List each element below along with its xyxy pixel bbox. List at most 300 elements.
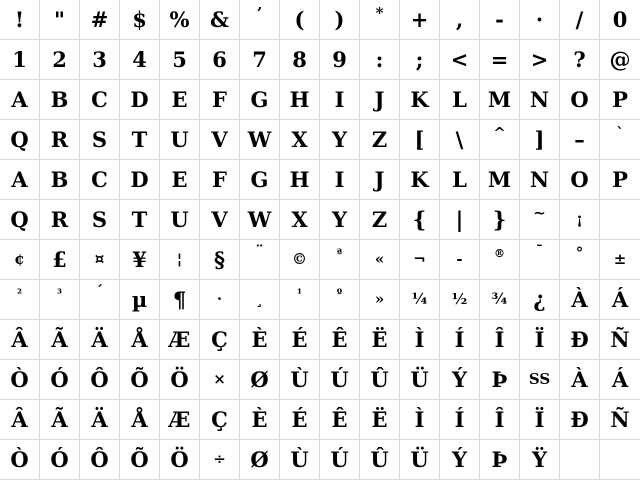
glyph-yen-sign: ¥ [132, 247, 147, 272]
glyph-cell-circumflex-accent[interactable] [480, 120, 520, 160]
glyph-cell-latin-capital-o-circumflex[interactable] [80, 360, 120, 400]
glyph-latin-capital-h-alt: H [289, 167, 310, 192]
glyph-cell-digit-seven[interactable] [240, 40, 280, 80]
glyph-cell-middle-dot[interactable] [200, 280, 240, 320]
glyph-cell-registered-sign[interactable] [480, 240, 520, 280]
glyph-cell-latin-capital-a-ring-above[interactable] [120, 320, 160, 360]
glyph-latin-capital-o-diaeresis: Ö [170, 367, 189, 392]
glyph-cell-latin-capital-o-acute-alt[interactable] [40, 440, 80, 480]
glyph-latin-capital-k-alt: K [410, 167, 429, 192]
glyph-cell-digit-nine[interactable] [320, 40, 360, 80]
glyph-cell-greater-than-sign[interactable] [520, 40, 560, 80]
glyph-cell-digit-six[interactable] [200, 40, 240, 80]
glyph-cell-left-square-bracket[interactable] [400, 120, 440, 160]
glyph-latin-capital-u-grave-alt: Ù [290, 447, 309, 472]
glyph-latin-capital-p-alt: P [612, 167, 628, 192]
glyph-dollar-sign: $ [132, 7, 147, 32]
glyph-cell-latin-capital-v[interactable] [200, 120, 240, 160]
glyph-cell-latin-capital-a-diaeresis[interactable] [80, 320, 120, 360]
glyph-cell-currency-sign[interactable] [80, 240, 120, 280]
glyph-vulgar-fraction-three-quarters: ¾ [491, 290, 508, 308]
glyph-exclamation-mark: ! [14, 7, 25, 32]
glyph-latin-capital-a-diaeresis: Ä [91, 327, 108, 352]
glyph-latin-capital-j-alt: J [374, 167, 385, 192]
glyph-cell-latin-capital-x-alt[interactable] [280, 200, 320, 240]
glyph-cell-latin-capital-i-alt[interactable] [320, 160, 360, 200]
glyph-semicolon: ; [415, 47, 424, 72]
glyph-division-sign: ÷ [213, 450, 226, 468]
glyph-cell-latin-capital-w-alt[interactable] [240, 200, 280, 240]
glyph-cell-commercial-at[interactable] [600, 40, 640, 80]
glyph-cell-digit-three[interactable] [80, 40, 120, 80]
glyph-cell-latin-capital-a-grave[interactable] [560, 280, 600, 320]
glyph-digit-six: 6 [212, 47, 227, 72]
glyph-latin-capital-a: A [11, 87, 28, 112]
glyph-cell-acute-accent[interactable] [80, 280, 120, 320]
glyph-cell-right-parenthesis[interactable] [320, 0, 360, 40]
glyph-cell-latin-capital-c-alt[interactable] [80, 160, 120, 200]
glyph-latin-capital-i-acute-alt: Í [454, 407, 465, 432]
glyph-greater-than-sign: > [530, 47, 549, 72]
glyph-solidus: / [575, 7, 584, 32]
glyph-cell-superscript-two[interactable] [0, 280, 40, 320]
glyph-cell-latin-capital-j-alt[interactable] [360, 160, 400, 200]
glyph-cell-latin-capital-o[interactable] [560, 80, 600, 120]
glyph-latin-capital-w: W [247, 127, 272, 152]
glyph-latin-capital-a-circumflex-alt: Â [11, 407, 28, 432]
glyph-cell-latin-capital-e-grave-alt[interactable] [240, 400, 280, 440]
glyph-cell-latin-capital-d[interactable] [120, 80, 160, 120]
glyph-soft-hyphen: - [456, 250, 463, 268]
glyph-latin-capital-eth-alt: Ð [570, 407, 589, 432]
glyph-latin-capital-t: T [131, 127, 148, 152]
glyph-cell-latin-capital-s[interactable] [80, 120, 120, 160]
glyph-cell-right-curly-bracket[interactable] [480, 200, 520, 240]
glyph-cell-latin-capital-j[interactable] [360, 80, 400, 120]
glyph-latin-capital-r-alt: R [50, 207, 69, 232]
glyph-cell-micro-sign[interactable] [120, 280, 160, 320]
glyph-cell-latin-capital-z[interactable] [360, 120, 400, 160]
glyph-cedilla: ¸ [255, 290, 264, 308]
glyph-asterisk: * [375, 4, 384, 22]
glyph-cell-latin-capital-e-circumflex[interactable] [320, 320, 360, 360]
glyph-latin-capital-u-diaeresis-alt: Ü [410, 447, 429, 472]
glyph-cell-left-curly-bracket[interactable] [400, 200, 440, 240]
glyph-cell-latin-capital-l[interactable] [440, 80, 480, 120]
glyph-left-double-angle-quotation-mark: « [374, 250, 385, 268]
glyph-cell-latin-capital-o-tilde-alt[interactable] [120, 440, 160, 480]
glyph-cell-digit-zero[interactable] [600, 0, 640, 40]
glyph-cell-latin-capital-t-alt[interactable] [120, 200, 160, 240]
glyph-cell-latin-capital-y-diaeresis[interactable] [520, 440, 560, 480]
glyph-cell-latin-capital-thorn[interactable] [480, 360, 520, 400]
glyph-latin-capital-c-alt: C [91, 167, 108, 192]
glyph-less-than-sign: < [450, 47, 469, 72]
glyph-cell-latin-capital-o-circumflex-alt[interactable] [80, 440, 120, 480]
glyph-cell-latin-capital-u-acute[interactable] [320, 360, 360, 400]
glyph-not-sign: ¬ [413, 250, 426, 268]
glyph-cell-quotation-mark[interactable] [40, 0, 80, 40]
glyph-tilde: ~ [533, 204, 546, 222]
glyph-cell-latin-capital-c-cedilla-alt[interactable] [200, 400, 240, 440]
glyph-latin-capital-a-acute: Á [611, 287, 629, 312]
glyph-latin-capital-e-circumflex: Ê [331, 327, 348, 352]
glyph-latin-capital-o-acute: Ó [50, 367, 69, 392]
glyph-latin-capital-y: Y [332, 127, 347, 152]
glyph-cell-digit-eight[interactable] [280, 40, 320, 80]
glyph-latin-capital-q-alt: Q [10, 207, 29, 232]
glyph-cell-latin-capital-o-acute[interactable] [40, 360, 80, 400]
glyph-cell-latin-capital-u-circumflex-alt[interactable] [360, 440, 400, 480]
glyph-latin-capital-x: X [291, 127, 308, 152]
glyph-digit-seven: 7 [252, 47, 267, 72]
glyph-cell-latin-capital-e-diaeresis[interactable] [360, 320, 400, 360]
glyph-cell-latin-capital-eth[interactable] [560, 320, 600, 360]
glyph-latin-capital-n-tilde-alt: Ñ [610, 407, 630, 432]
glyph-cell-latin-capital-o-stroke-alt[interactable] [240, 440, 280, 480]
glyph-cell-latin-capital-u-diaeresis-alt[interactable] [400, 440, 440, 480]
glyph-cell-empty-cell[interactable] [560, 440, 600, 480]
glyph-latin-capital-j: J [374, 87, 385, 112]
glyph-cell-inverted-question-mark[interactable] [520, 280, 560, 320]
glyph-cell-latin-capital-y-acute-alt[interactable] [440, 440, 480, 480]
glyph-latin-capital-u-diaeresis: Ü [410, 367, 429, 392]
glyph-cell-comma[interactable] [440, 0, 480, 40]
glyph-cell-latin-capital-o-stroke[interactable] [240, 360, 280, 400]
glyph-section-sign: § [214, 247, 225, 272]
glyph-cell-inverted-exclamation-mark[interactable] [560, 200, 600, 240]
glyph-right-double-angle-quotation-mark: » [374, 290, 385, 308]
glyph-latin-capital-a-diaeresis-alt: Ä [91, 407, 108, 432]
glyph-cell-latin-capital-b-alt[interactable] [40, 160, 80, 200]
glyph-cell-latin-capital-a-acute-alt[interactable] [600, 360, 640, 400]
glyph-cell-vulgar-fraction-one-quarter[interactable] [400, 280, 440, 320]
glyph-cell-solidus[interactable] [560, 0, 600, 40]
glyph-latin-capital-e-diaeresis: Ë [371, 327, 388, 352]
glyph-cell-cedilla[interactable] [240, 280, 280, 320]
glyph-digit-zero: 0 [612, 7, 628, 32]
glyph-cell-latin-capital-a-alt[interactable] [0, 160, 40, 200]
glyph-cell-latin-capital-v-alt[interactable] [200, 200, 240, 240]
glyph-latin-capital-y-alt: Y [332, 207, 347, 232]
glyph-cell-latin-capital-i-acute[interactable] [440, 320, 480, 360]
glyph-digit-eight: 8 [292, 47, 307, 72]
glyph-cell-latin-capital-y[interactable] [320, 120, 360, 160]
glyph-latin-capital-e-grave-alt: È [251, 407, 268, 432]
glyph-cell-latin-capital-ae-alt[interactable] [160, 400, 200, 440]
glyph-cell-feminine-ordinal-indicator[interactable] [320, 240, 360, 280]
glyph-cell-vertical-line[interactable] [440, 200, 480, 240]
glyph-latin-capital-e: E [171, 87, 188, 112]
glyph-cell-period[interactable] [520, 0, 560, 40]
glyph-cell-latin-capital-u-diaeresis[interactable] [400, 360, 440, 400]
glyph-cell-superscript-one[interactable] [280, 280, 320, 320]
glyph-left-curly-bracket: { [412, 207, 427, 232]
glyph-diaeresis: ¨ [255, 242, 264, 260]
glyph-cell-latin-capital-f[interactable] [200, 80, 240, 120]
glyph-cell-pound-sign[interactable] [40, 240, 80, 280]
glyph-cell-latin-capital-x[interactable] [280, 120, 320, 160]
glyph-cell-latin-capital-sharp-s[interactable] [520, 360, 560, 400]
glyph-cell-superscript-three[interactable] [40, 280, 80, 320]
glyph-cell-latin-capital-a-grave-alt[interactable] [560, 360, 600, 400]
glyph-cell-plus-sign[interactable] [400, 0, 440, 40]
glyph-cell-soft-hyphen[interactable] [440, 240, 480, 280]
glyph-cell-latin-capital-r-alt[interactable] [40, 200, 80, 240]
glyph-cell-latin-capital-y-alt[interactable] [320, 200, 360, 240]
glyph-cell-right-double-angle-quotation-mark[interactable] [360, 280, 400, 320]
glyph-cell-latin-capital-i-circumflex[interactable] [480, 320, 520, 360]
glyph-latin-capital-u-circumflex: Û [370, 367, 389, 392]
glyph-cell-latin-capital-m-alt[interactable] [480, 160, 520, 200]
glyph-right-curly-bracket: } [492, 207, 507, 232]
glyph-broken-bar: ¦ [176, 250, 183, 268]
glyph-cell-vulgar-fraction-three-quarters[interactable] [480, 280, 520, 320]
glyph-cell-latin-capital-n-alt[interactable] [520, 160, 560, 200]
glyph-latin-capital-f: F [212, 87, 227, 112]
glyph-latin-capital-o-stroke-alt: Ø [250, 447, 269, 472]
glyph-cell-latin-capital-d-alt[interactable] [120, 160, 160, 200]
glyph-cell-latin-capital-h-alt[interactable] [280, 160, 320, 200]
glyph-cell-latin-capital-q[interactable] [0, 120, 40, 160]
glyph-cell-latin-capital-e[interactable] [160, 80, 200, 120]
glyph-cell-latin-capital-u-acute-alt[interactable] [320, 440, 360, 480]
glyph-latin-capital-i-alt: I [334, 167, 345, 192]
glyph-cell-reverse-solidus[interactable] [440, 120, 480, 160]
glyph-latin-capital-i-grave-alt: Ì [414, 407, 425, 432]
glyph-registered-sign: ® [494, 247, 505, 260]
glyph-cell-broken-bar[interactable] [160, 240, 200, 280]
glyph-latin-capital-i-diaeresis: Ï [534, 327, 545, 352]
glyph-cell-dollar-sign[interactable] [120, 0, 160, 40]
glyph-cell-question-mark[interactable] [560, 40, 600, 80]
glyph-cell-latin-capital-b[interactable] [40, 80, 80, 120]
glyph-cell-latin-capital-z-alt[interactable] [360, 200, 400, 240]
glyph-latin-capital-m: M [487, 87, 512, 112]
glyph-cell-latin-capital-t[interactable] [120, 120, 160, 160]
glyph-cell-hyphen-minus[interactable] [480, 0, 520, 40]
glyph-circumflex-accent: ^ [493, 124, 506, 142]
glyph-feminine-ordinal-indicator: ª [336, 247, 343, 260]
glyph-cell-latin-capital-e-grave[interactable] [240, 320, 280, 360]
glyph-cell-not-sign[interactable] [400, 240, 440, 280]
glyph-cell-latin-capital-i-circumflex-alt[interactable] [480, 400, 520, 440]
glyph-digit-four: 4 [132, 47, 147, 72]
glyph-cell-equals-sign[interactable] [480, 40, 520, 80]
glyph-cell-latin-capital-e-circumflex-alt[interactable] [320, 400, 360, 440]
glyph-right-parenthesis: ) [334, 7, 345, 32]
glyph-latin-capital-e-acute: É [291, 327, 308, 352]
glyph-cell-latin-capital-q-alt[interactable] [0, 200, 40, 240]
glyph-cell-latin-capital-f-alt[interactable] [200, 160, 240, 200]
glyph-copyright-sign: © [292, 250, 307, 268]
glyph-latin-capital-eth: Ð [570, 327, 589, 352]
glyph-cell-latin-capital-n-tilde[interactable] [600, 320, 640, 360]
glyph-cell-multiplication-sign[interactable] [200, 360, 240, 400]
glyph-cell-latin-capital-a-tilde-alt[interactable] [40, 400, 80, 440]
glyph-cell-left-double-angle-quotation-mark[interactable] [360, 240, 400, 280]
glyph-cell-semicolon[interactable] [400, 40, 440, 80]
glyph-question-mark: ? [573, 47, 586, 72]
glyph-latin-capital-a-tilde-alt: Ã [51, 407, 68, 432]
glyph-cell-empty-cell[interactable] [600, 200, 640, 240]
glyph-latin-capital-o-acute-alt: Ó [50, 447, 69, 472]
glyph-cell-latin-capital-a-diaeresis-alt[interactable] [80, 400, 120, 440]
glyph-cell-low-line[interactable] [560, 120, 600, 160]
glyph-cell-latin-capital-i-diaeresis[interactable] [520, 320, 560, 360]
glyph-cell-latin-capital-r[interactable] [40, 120, 80, 160]
glyph-cell-latin-capital-o-tilde[interactable] [120, 360, 160, 400]
glyph-cell-latin-capital-o-grave-alt[interactable] [0, 440, 40, 480]
glyph-latin-capital-v: V [211, 127, 228, 152]
glyph-cell-plus-minus-sign[interactable] [600, 240, 640, 280]
glyph-latin-capital-a-tilde: Ã [51, 327, 68, 352]
glyph-cell-latin-capital-eth-alt[interactable] [560, 400, 600, 440]
glyph-cell-latin-capital-ae[interactable] [160, 320, 200, 360]
glyph-cell-latin-capital-o-diaeresis[interactable] [160, 360, 200, 400]
glyph-cell-latin-capital-e-acute[interactable] [280, 320, 320, 360]
glyph-cell-digit-two[interactable] [40, 40, 80, 80]
glyph-right-square-bracket: ] [534, 127, 545, 152]
glyph-cell-latin-capital-g-alt[interactable] [240, 160, 280, 200]
glyph-cell-left-parenthesis[interactable] [280, 0, 320, 40]
glyph-cell-asterisk[interactable] [360, 0, 400, 40]
glyph-latin-capital-i-grave: Ì [414, 327, 425, 352]
glyph-cell-latin-capital-c-cedilla[interactable] [200, 320, 240, 360]
glyph-cell-section-sign[interactable] [200, 240, 240, 280]
glyph-cell-masculine-ordinal-indicator[interactable] [320, 280, 360, 320]
glyph-cell-latin-capital-i-grave[interactable] [400, 320, 440, 360]
glyph-latin-capital-n: N [529, 87, 550, 112]
glyph-cell-latin-capital-u-alt[interactable] [160, 200, 200, 240]
glyph-cell-latin-capital-p[interactable] [600, 80, 640, 120]
glyph-cell-pilcrow-sign[interactable] [160, 280, 200, 320]
glyph-cell-latin-capital-a-acute[interactable] [600, 280, 640, 320]
glyph-cell-yen-sign[interactable] [120, 240, 160, 280]
glyph-cell-degree-sign[interactable] [560, 240, 600, 280]
glyph-middle-dot: · [216, 290, 223, 308]
glyph-cell-latin-capital-a-ring-above-alt[interactable] [120, 400, 160, 440]
glyph-cell-latin-capital-h[interactable] [280, 80, 320, 120]
glyph-cell-latin-capital-thorn-alt[interactable] [480, 440, 520, 480]
glyph-superscript-three: ³ [57, 287, 62, 300]
glyph-cell-latin-capital-i-grave-alt[interactable] [400, 400, 440, 440]
glyph-cell-latin-capital-u-grave[interactable] [280, 360, 320, 400]
glyph-cell-latin-capital-e-acute-alt[interactable] [280, 400, 320, 440]
glyph-cell-tilde[interactable] [520, 200, 560, 240]
glyph-cell-right-square-bracket[interactable] [520, 120, 560, 160]
glyph-cell-latin-capital-c[interactable] [80, 80, 120, 120]
glyph-left-square-bracket: [ [414, 127, 425, 152]
glyph-cell-latin-capital-e-alt[interactable] [160, 160, 200, 200]
glyph-cell-latin-capital-l-alt[interactable] [440, 160, 480, 200]
glyph-cell-digit-one[interactable] [0, 40, 40, 80]
glyph-masculine-ordinal-indicator: º [336, 287, 343, 300]
glyph-left-parenthesis: ( [294, 7, 305, 32]
glyph-cell-number-sign[interactable] [80, 0, 120, 40]
glyph-cell-colon[interactable] [360, 40, 400, 80]
glyph-quotation-mark: " [54, 7, 65, 32]
glyph-plus-sign: + [410, 7, 429, 32]
glyph-cell-less-than-sign[interactable] [440, 40, 480, 80]
glyph-cell-latin-capital-a[interactable] [0, 80, 40, 120]
glyph-cell-copyright-sign[interactable] [280, 240, 320, 280]
glyph-cell-latin-capital-k[interactable] [400, 80, 440, 120]
glyph-cell-latin-capital-i[interactable] [320, 80, 360, 120]
glyph-cell-latin-capital-p-alt[interactable] [600, 160, 640, 200]
glyph-latin-capital-o-alt: O [570, 167, 589, 192]
glyph-latin-capital-m-alt: M [487, 167, 512, 192]
glyph-cell-latin-capital-o-diaeresis-alt[interactable] [160, 440, 200, 480]
glyph-cell-empty-cell[interactable] [600, 440, 640, 480]
glyph-cell-macron[interactable] [520, 240, 560, 280]
glyph-latin-capital-z: Z [371, 127, 388, 152]
glyph-cell-latin-capital-a-circumflex[interactable] [0, 320, 40, 360]
glyph-cell-latin-capital-u-grave-alt[interactable] [280, 440, 320, 480]
glyph-cell-latin-capital-m[interactable] [480, 80, 520, 120]
glyph-cell-latin-capital-u-circumflex[interactable] [360, 360, 400, 400]
glyph-latin-capital-thorn: Þ [491, 367, 508, 392]
glyph-cell-latin-capital-i-diaeresis-alt[interactable] [520, 400, 560, 440]
glyph-cell-latin-capital-k-alt[interactable] [400, 160, 440, 200]
glyph-cell-digit-five[interactable] [160, 40, 200, 80]
glyph-cell-latin-capital-a-tilde[interactable] [40, 320, 80, 360]
glyph-grave-accent: ` [616, 124, 624, 142]
glyph-superscript-one: ¹ [297, 287, 302, 300]
glyph-cell-latin-capital-g[interactable] [240, 80, 280, 120]
glyph-cell-percent-sign[interactable] [160, 0, 200, 40]
glyph-latin-capital-l: L [452, 87, 467, 112]
glyph-colon: : [375, 47, 384, 72]
glyph-apostrophe: ’ [256, 4, 263, 22]
glyph-cell-latin-capital-w[interactable] [240, 120, 280, 160]
glyph-digit-two: 2 [52, 47, 67, 72]
glyph-latin-capital-sharp-s: SS [528, 370, 551, 388]
glyph-cell-cent-sign[interactable] [0, 240, 40, 280]
glyph-cell-latin-capital-n-tilde-alt[interactable] [600, 400, 640, 440]
glyph-cell-apostrophe[interactable] [240, 0, 280, 40]
glyph-digit-five: 5 [172, 47, 187, 72]
glyph-latin-capital-o-circumflex-alt: Ô [90, 447, 109, 472]
glyph-latin-capital-i-diaeresis-alt: Ï [534, 407, 545, 432]
glyph-cell-ampersand[interactable] [200, 0, 240, 40]
glyph-cell-latin-capital-a-circumflex-alt[interactable] [0, 400, 40, 440]
glyph-cell-latin-capital-o-grave[interactable] [0, 360, 40, 400]
glyph-cell-latin-capital-i-acute-alt[interactable] [440, 400, 480, 440]
glyph-latin-capital-u-acute-alt: Ú [330, 447, 349, 472]
glyph-currency-sign: ¤ [94, 250, 105, 268]
glyph-cell-division-sign[interactable] [200, 440, 240, 480]
glyph-cell-vulgar-fraction-one-half[interactable] [440, 280, 480, 320]
glyph-cell-grave-accent[interactable] [600, 120, 640, 160]
glyph-cell-latin-capital-n[interactable] [520, 80, 560, 120]
glyph-latin-capital-y-acute: Ý [452, 367, 467, 392]
glyph-cell-latin-capital-u[interactable] [160, 120, 200, 160]
glyph-cell-diaeresis[interactable] [240, 240, 280, 280]
glyph-percent-sign: % [169, 7, 190, 32]
glyph-latin-capital-b-alt: B [50, 167, 69, 192]
glyph-cell-digit-four[interactable] [120, 40, 160, 80]
glyph-cell-exclamation-mark[interactable] [0, 0, 40, 40]
glyph-cell-latin-capital-y-acute[interactable] [440, 360, 480, 400]
glyph-cell-latin-capital-e-diaeresis-alt[interactable] [360, 400, 400, 440]
glyph-ampersand: & [210, 7, 229, 32]
glyph-latin-capital-z-alt: Z [371, 207, 388, 232]
glyph-latin-capital-o-diaeresis-alt: Ö [170, 447, 189, 472]
glyph-equals-sign: = [490, 47, 509, 72]
glyph-cell-latin-capital-s-alt[interactable] [80, 200, 120, 240]
glyph-cell-latin-capital-o-alt[interactable] [560, 160, 600, 200]
